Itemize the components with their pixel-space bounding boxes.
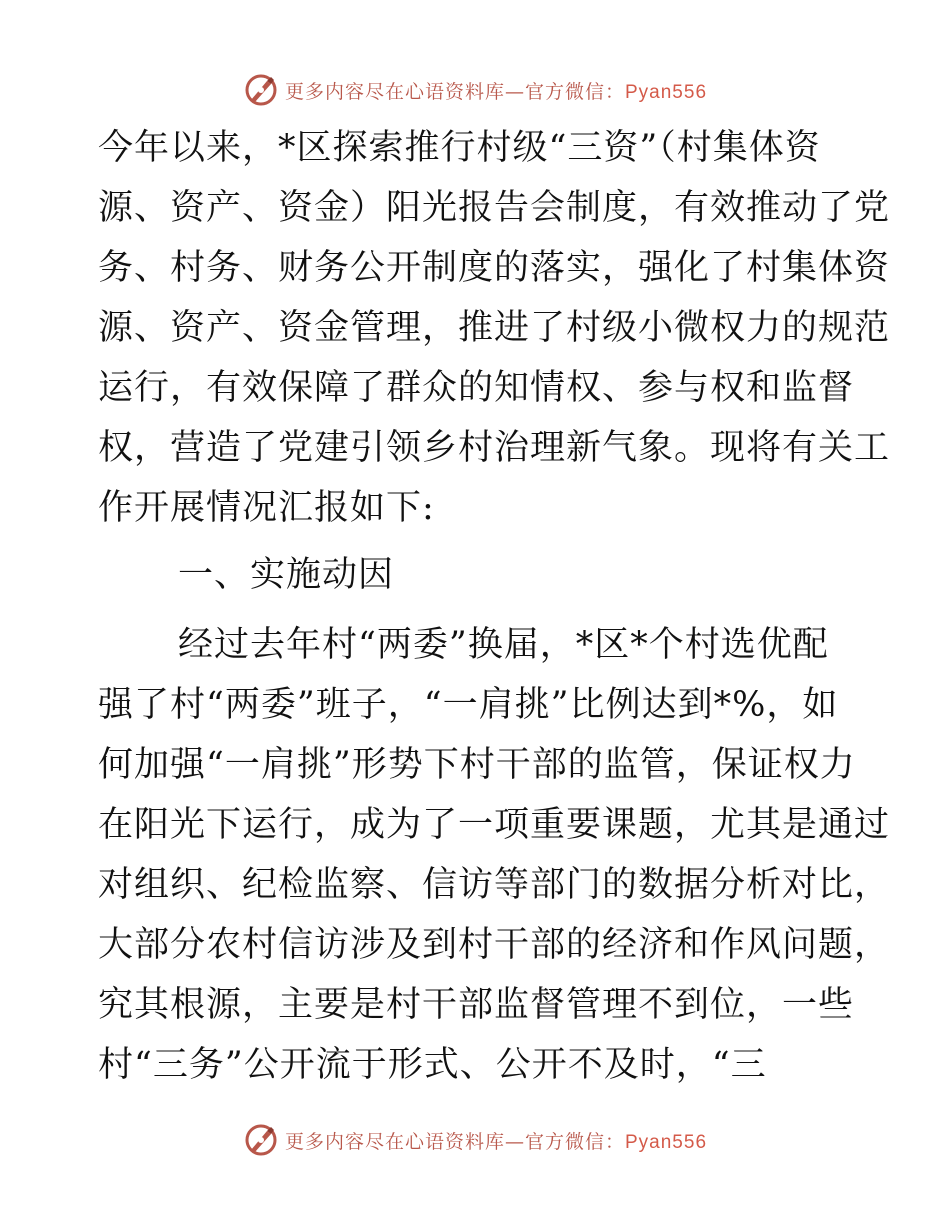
banner-text — [285, 1127, 707, 1154]
text-line: 权，营造了党建引领乡村治理新气象。现将有关工 — [98, 428, 891, 468]
banner-wechat-id: Pyan556 — [625, 1131, 708, 1153]
text-line: 强了村“两委”班子，“一肩挑”比例达到*%，如 — [98, 685, 839, 725]
text-line: 在阳光下运行，成为了一项重要课题，尤其是通过 — [98, 805, 891, 845]
text-line: 源、资产、资金）阳光报告会制度，有效推动了党 — [98, 188, 891, 228]
section-heading: 一、实施动因 — [178, 555, 395, 595]
footer-banner — [0, 1118, 950, 1162]
banner-main-text: 更多内容尽在心语资料库 — [284, 1130, 505, 1153]
text-line: 村“三务”公开流于形式、公开不及时，“三 — [98, 1045, 767, 1085]
banner-wechat-id: Pyan556 — [625, 81, 708, 103]
banner-text — [285, 77, 707, 104]
text-line: 务、村务、财务公开制度的落实，强化了村集体资 — [98, 248, 891, 288]
pen-logo-icon — [243, 72, 279, 108]
text-line: 经过去年村“两委”换届，*区*个村选优配 — [178, 625, 829, 665]
banner-separator: — — [504, 80, 525, 103]
text-line: 今年以来，*区探索推行村级“三资”（村集体资 — [98, 128, 821, 168]
text-line: 何加强“一肩挑”形势下村干部的监管，保证权力 — [98, 745, 856, 785]
banner-suffix-text: 官方微信： — [524, 1130, 625, 1153]
text-line: 运行，有效保障了群众的知情权、参与权和监督 — [98, 368, 855, 408]
header-banner — [0, 68, 950, 112]
banner-suffix-text: 官方微信： — [524, 80, 625, 103]
text-line: 究其根源，主要是村干部监督管理不到位，一些 — [98, 985, 855, 1025]
text-line: 对组织、纪检监察、信访等部门的数据分析对比， — [98, 865, 891, 905]
text-line: 大部分农村信访涉及到村干部的经济和作风问题， — [98, 925, 891, 965]
pen-logo-icon — [243, 1122, 279, 1158]
text-line: 作开展情况汇报如下: — [98, 488, 435, 528]
banner-separator: — — [504, 1130, 525, 1153]
text-line: 源、资产、资金管理，推进了村级小微权力的规范 — [98, 308, 891, 348]
banner-main-text: 更多内容尽在心语资料库 — [284, 80, 505, 103]
